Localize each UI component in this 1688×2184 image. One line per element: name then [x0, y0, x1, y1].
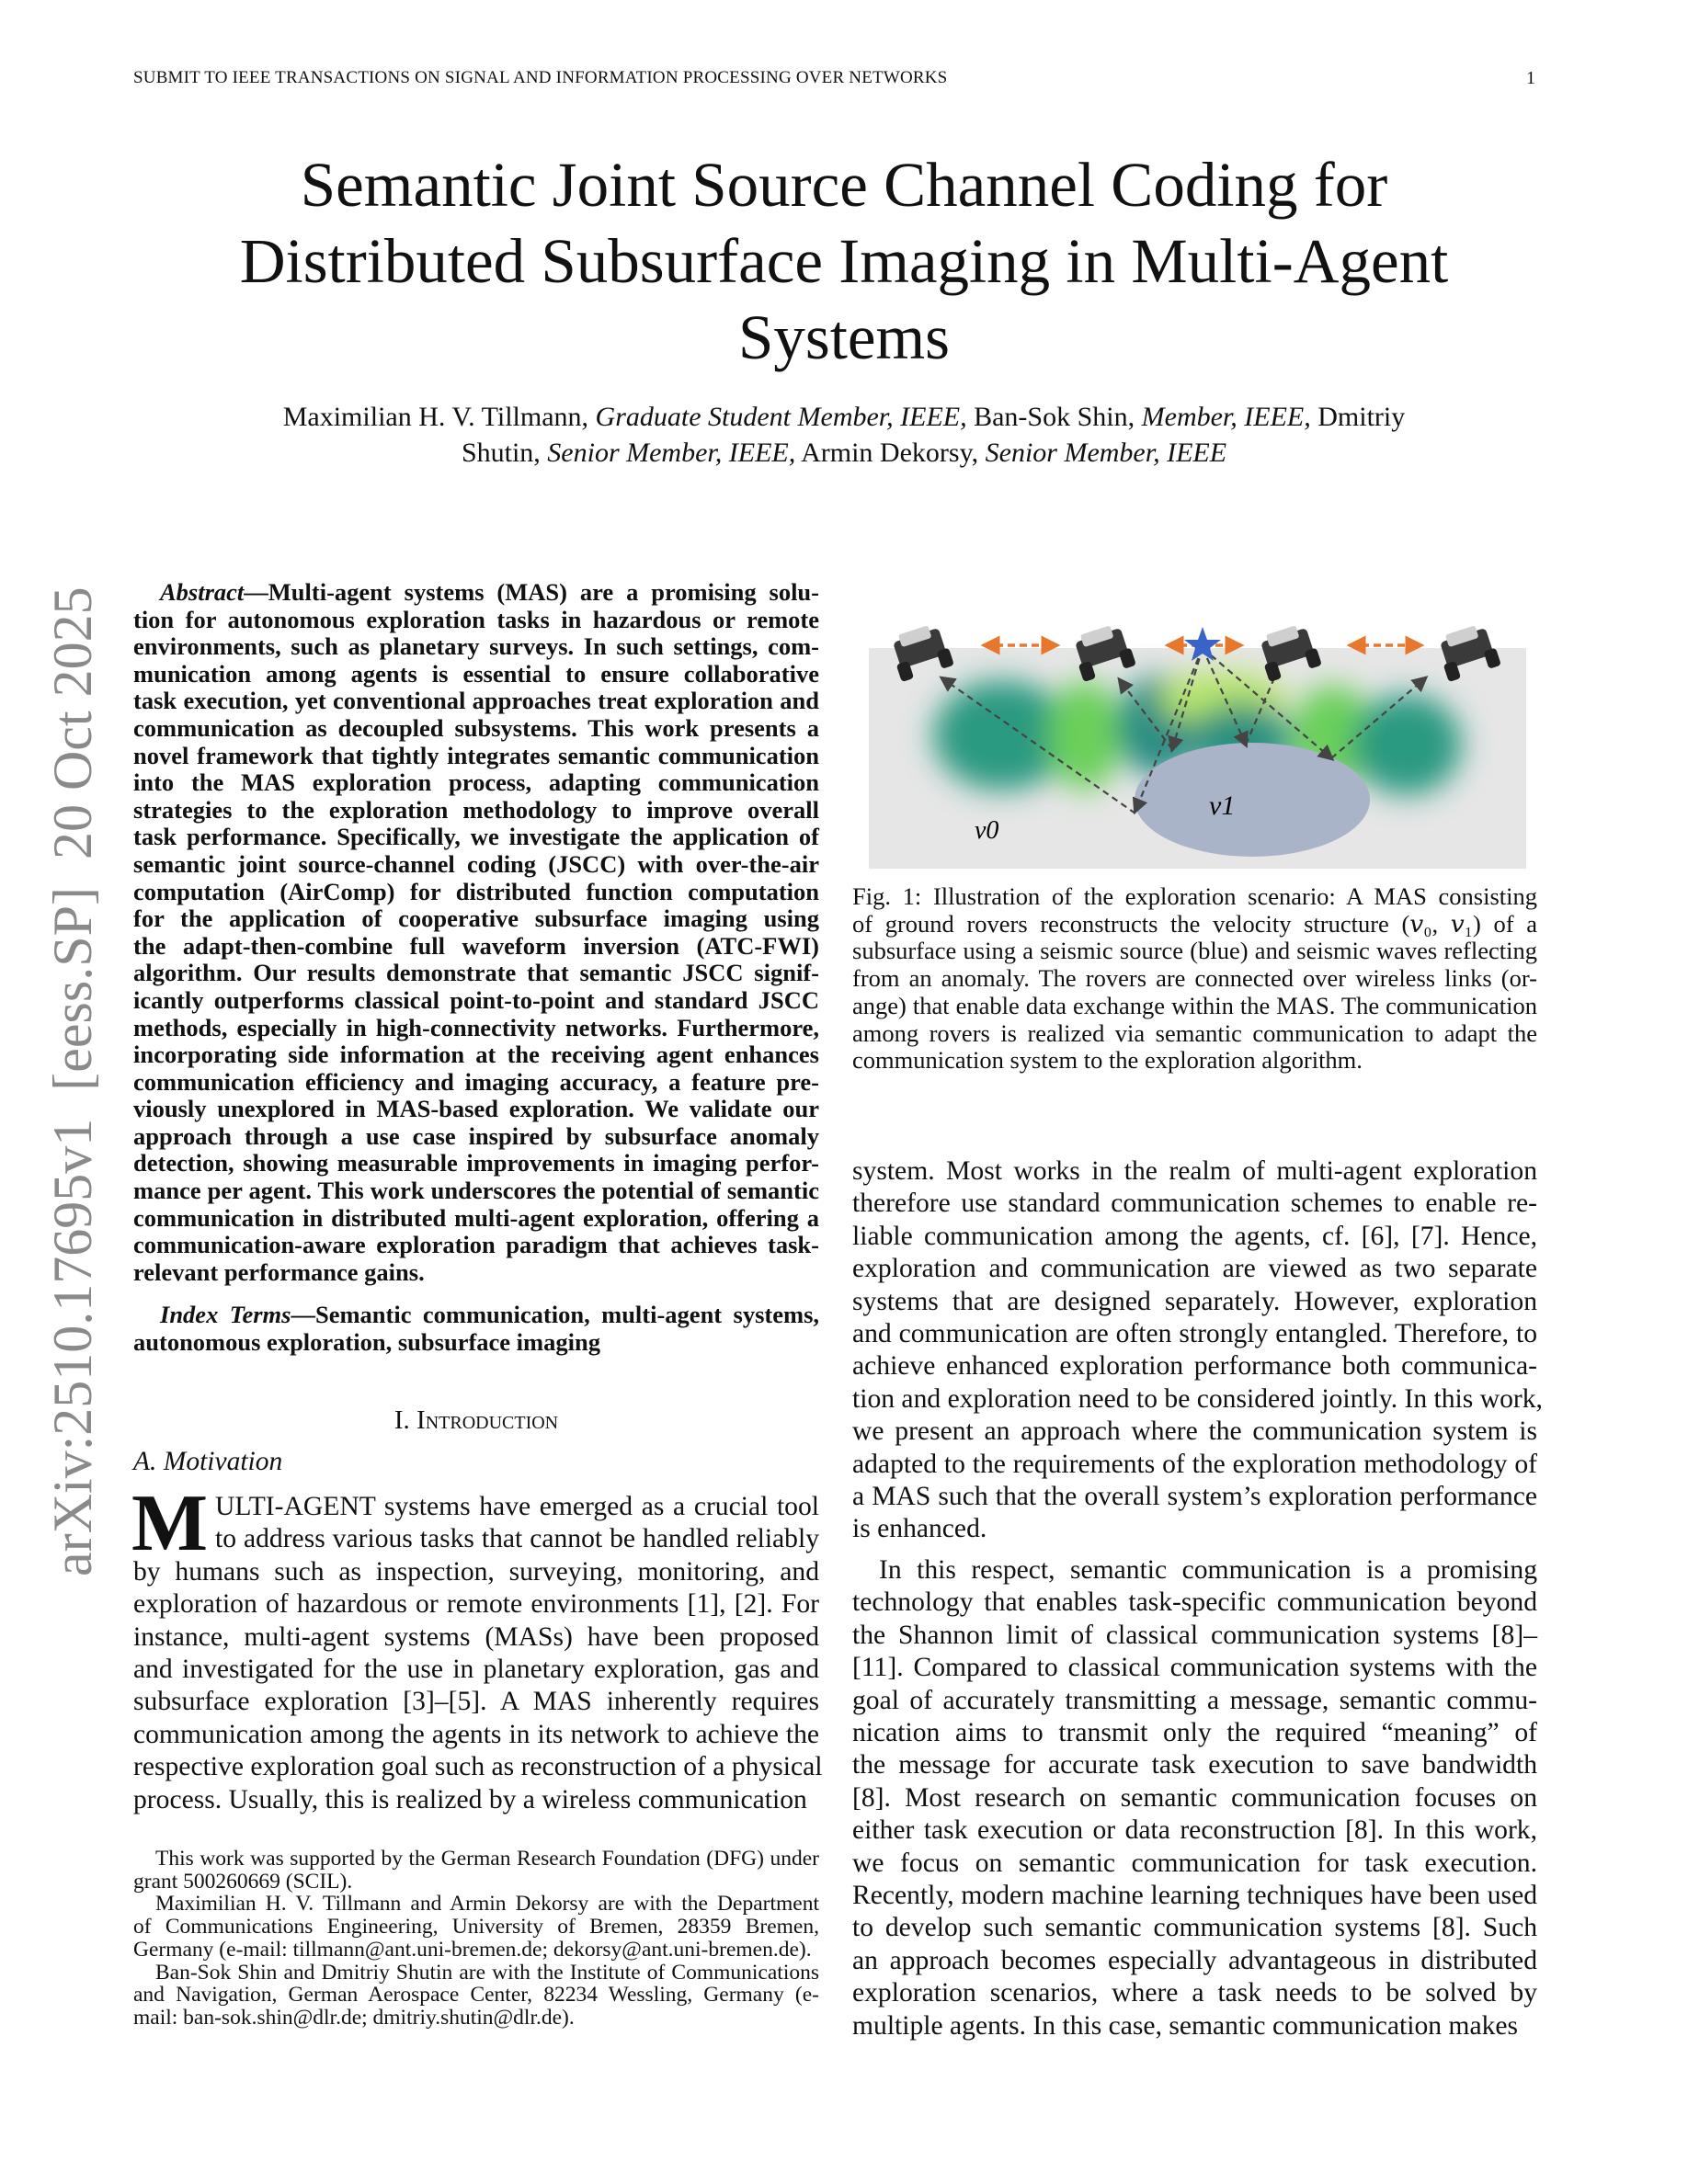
text-line: either task execution or data reconstruction [8]. In this work,	[852, 1815, 1537, 1846]
abstract	[133, 579, 819, 1286]
text-line: incorporating side information at the receiving agent enhances	[133, 1041, 819, 1069]
text-line: and Navigation, German Aerospace Center, 82234 Wessling, Germany (e-	[133, 1983, 819, 2008]
author-name: Dmitriy	[1317, 402, 1406, 432]
text-line: grant 500260669 (SCIL).	[133, 1869, 353, 1894]
running-header: SUBMIT TO IEEE TRANSACTIONS ON SIGNAL AND INFORMATION PROCESSING OVER NETWORKS	[133, 68, 948, 87]
text-line: subsurface exploration [3]–[5]. A MAS inherently requires	[133, 1687, 819, 1717]
author-name: Ban-Sok Shin,	[974, 402, 1135, 432]
text-line: the message for accurate task execution to save bandwidth	[852, 1750, 1537, 1780]
text-line: technology that enables task-specific communication beyond	[852, 1587, 1537, 1618]
intro-right-column	[852, 1155, 1543, 2042]
text-line: communication in distributed multi-agent exploration, offering a	[133, 1203, 819, 1232]
text-line: nication aims to transmit only the required “meaning” of	[852, 1717, 1537, 1747]
text-line: goal of accurately transmitting a message, semantic commu-	[852, 1685, 1537, 1715]
text-line: computation (AirComp) for distributed function computation	[133, 877, 819, 905]
text-line: environments, such as planetary surveys. In such settings, com-	[133, 632, 819, 661]
text-line: for the application of cooperative subsurface imaging using	[133, 904, 819, 933]
text-line: methods, especially in high-connectivity networks. Furthermore,	[133, 1013, 819, 1041]
text-line: by humans such as inspection, surveying, monitoring, and	[133, 1556, 819, 1587]
text-line: respective exploration goal such as reconstruction of a physical	[133, 1752, 823, 1782]
text-line: achieve enhanced exploration performance both communica-	[852, 1351, 1537, 1382]
drop-cap: M	[131, 1479, 209, 1568]
author-role: Senior Member, IEEE	[985, 438, 1227, 468]
text-line: the Shannon limit of classical communication systems [8]–	[852, 1620, 1537, 1650]
author-list	[184, 399, 1504, 471]
text-line: into the MAS exploration process, adapting communication	[133, 768, 819, 797]
lead-label: Index Terms	[160, 1301, 291, 1328]
figure-caption	[852, 883, 1537, 1075]
text-line: novel framework that tightly integrates semantic communication	[133, 741, 819, 769]
text-line: viously unexplored in MAS-based exploration. We validate our	[133, 1095, 819, 1123]
title-line: Semantic Joint Source Channel Coding for	[300, 150, 1388, 220]
footnote	[133, 1962, 819, 2030]
text-line: semantic joint source-channel coding (JSCC) with over-the-air	[133, 849, 819, 878]
lead-label: Abstract	[160, 578, 245, 606]
paragraph	[852, 1554, 1537, 2042]
text-line: exploration scenarios, where a task needs to be solved by	[852, 1978, 1537, 2008]
text-line: among rovers is realized via semantic communication to adapt the	[852, 1018, 1537, 1047]
arxiv-stamp: arXiv:2510.17695v1 [eess.SP] 20 Oct 2025	[42, 586, 103, 1576]
text-line: liable communication among the agents, cf. [6], [7]. Hence,	[852, 1221, 1537, 1251]
title-line: Systems	[737, 302, 951, 372]
label-v0: v0	[975, 816, 999, 845]
text-line: relevant performance gains.	[133, 1257, 425, 1286]
text-line: a MAS such that the overall system’s exploration performance	[852, 1482, 1537, 1512]
page-number: 1	[1526, 68, 1535, 88]
footnote	[133, 1848, 819, 1893]
text-line: therefore use standard communication schemes to enable re-	[852, 1189, 1537, 1219]
text-line: to develop such semantic communication systems [8]. Such	[852, 1913, 1537, 1943]
author-name: Maximilian H. V. Tillmann,	[282, 402, 589, 432]
text-line: multiple agents. In this case, semantic communication makes	[852, 2010, 1519, 2041]
text-line: communication-aware exploration paradigm that achieves task-	[133, 1231, 819, 1259]
text-line: instance, multi-agent systems (MASs) have been proposed	[133, 1621, 819, 1652]
text-line: system. Most works in the realm of multi-agent exploration	[852, 1156, 1537, 1186]
text-line: communication system to the exploration algorithm.	[852, 1046, 1363, 1075]
subsection-heading: A. Motivation	[133, 1447, 283, 1476]
author-name: Shutin,	[461, 438, 541, 468]
text-line: [8]. Most research on semantic communication focuses on	[852, 1782, 1537, 1813]
text-line: Ban-Sok Shin and Dmitriy Shutin are with the Institute of Communications	[155, 1960, 819, 1985]
footnotes	[133, 1848, 819, 2030]
index-terms	[133, 1302, 819, 1356]
label-v1: v1	[1209, 791, 1236, 821]
text-line: an approach becomes especially advantageous in distributed	[852, 1945, 1537, 1975]
text-line: of ground rovers reconstructs the velocity structure (𝑣₀, 𝑣₁) of a	[852, 909, 1537, 938]
footnote	[133, 1893, 819, 1961]
text-line: communication among the agents in its network to achieve the	[133, 1719, 819, 1749]
text-line: Fig. 1: Illustration of the exploration scenario: A MAS consisting	[852, 882, 1537, 910]
text-line: tion and exploration need to be considered jointly. In this work,	[852, 1383, 1543, 1414]
text-line: Germany (e-mail: tillmann@ant.uni-bremen.de; dekorsy@ant.uni-bremen.de).	[133, 1937, 812, 1962]
text-line: algorithm. Our results demonstrate that semantic JSCC signif-	[133, 959, 819, 987]
text-line: detection, showing measurable improvements in imaging perfor-	[133, 1149, 819, 1177]
text-line: strategies to the exploration methodology to improve overall	[133, 795, 819, 824]
text-line: ULTI-AGENT systems have emerged as a crucial tool	[215, 1492, 819, 1521]
author-role: Graduate Student Member, IEEE,	[595, 402, 967, 432]
text-line: task execution, yet conventional approaches treat exploration and	[133, 687, 819, 715]
text-line: autonomous exploration, subsurface imaging	[133, 1327, 600, 1356]
title-line: Distributed Subsurface Imaging in Multi-Agent	[239, 226, 1449, 296]
text-line: we focus on semantic communication for task execution.	[852, 1848, 1537, 1878]
text-line: tion for autonomous exploration tasks in hazardous or remote	[133, 605, 819, 633]
text-line: exploration of hazardous or remote environments [1], [2]. For	[133, 1589, 819, 1620]
paper-title	[108, 147, 1580, 376]
anomaly-ellipse	[1135, 743, 1370, 857]
text-line: Maximilian H. V. Tillmann and Armin Dekorsy are with the Department	[155, 1892, 819, 1917]
text-line: [11]. Compared to classical communication systems with the	[852, 1653, 1537, 1683]
text-line: and investigated for the use in planetary exploration, gas and	[133, 1655, 819, 1685]
text-line: adapted to the requirements of the exploration methodology of	[852, 1449, 1537, 1479]
paragraph	[852, 1155, 1543, 1546]
text-line: from an anomaly. The rovers are connected over wireless links (or-	[852, 964, 1537, 993]
text-line: to address various tasks that cannot be handled reliably	[215, 1524, 819, 1554]
text-line: is enhanced.	[852, 1514, 987, 1544]
text-line: communication efficiency and imaging accuracy, a feature pre-	[133, 1067, 819, 1096]
text-line: and communication are often strongly entangled. Therefore, to	[852, 1319, 1537, 1349]
text-line: the adapt-then-combine full waveform inversion (ATC-FWI)	[133, 931, 819, 960]
text-line: ange) that enable data exchange within the MAS. The communication	[852, 991, 1537, 1019]
text-line: This work was supported by the German Research Foundation (DFG) under	[155, 1847, 819, 1871]
text-line: mail: ban-sok.shin@dlr.de; dmitriy.shutin@dlr.de).	[133, 2005, 575, 2030]
intro-left-column	[131, 1479, 823, 1816]
text-line: icantly outperforms classical point-to-point and standard JSCC	[133, 985, 819, 1014]
author-name: Armin Dekorsy,	[801, 438, 979, 468]
text-line: of Communications Engineering, University of Bremen, 28359 Bremen,	[133, 1915, 819, 1939]
text-line: Index Terms—Semantic communication, multi-agent systems,	[160, 1301, 820, 1328]
figure-1-illustration	[855, 607, 1540, 882]
text-line: In this respect, semantic communication is a promising	[879, 1554, 1537, 1585]
text-line: process. Usually, this is realized by a wireless communication	[133, 1784, 807, 1814]
text-line: Recently, modern machine learning techniques have been used	[852, 1880, 1537, 1910]
text-line: exploration and communication are viewed as two separate	[852, 1254, 1537, 1284]
text-line: systems that are designed separately. However, exploration	[852, 1286, 1537, 1316]
text-line: communication as decoupled subsystems. This work presents a	[133, 713, 819, 742]
author-role: Senior Member, IEEE,	[547, 438, 796, 468]
text-line: we present an approach where the communication system is	[852, 1416, 1537, 1447]
section-heading: I. Introduction	[393, 1405, 559, 1435]
text-line: approach through a use case inspired by subsurface anomaly	[133, 1121, 819, 1150]
text-line: task performance. Specifically, we investigate the application of	[133, 823, 819, 851]
author-role: Member, IEEE,	[1141, 402, 1311, 432]
text-line: subsurface using a seismic source (blue) and seismic waves reflecting	[852, 937, 1537, 965]
text-line: munication among agents is essential to ensure collaborative	[133, 659, 819, 688]
text-line: Abstract—Multi-agent systems (MAS) are a promising solu-	[160, 578, 819, 606]
text-line: mance per agent. This work underscores the potential of semantic	[133, 1177, 819, 1205]
